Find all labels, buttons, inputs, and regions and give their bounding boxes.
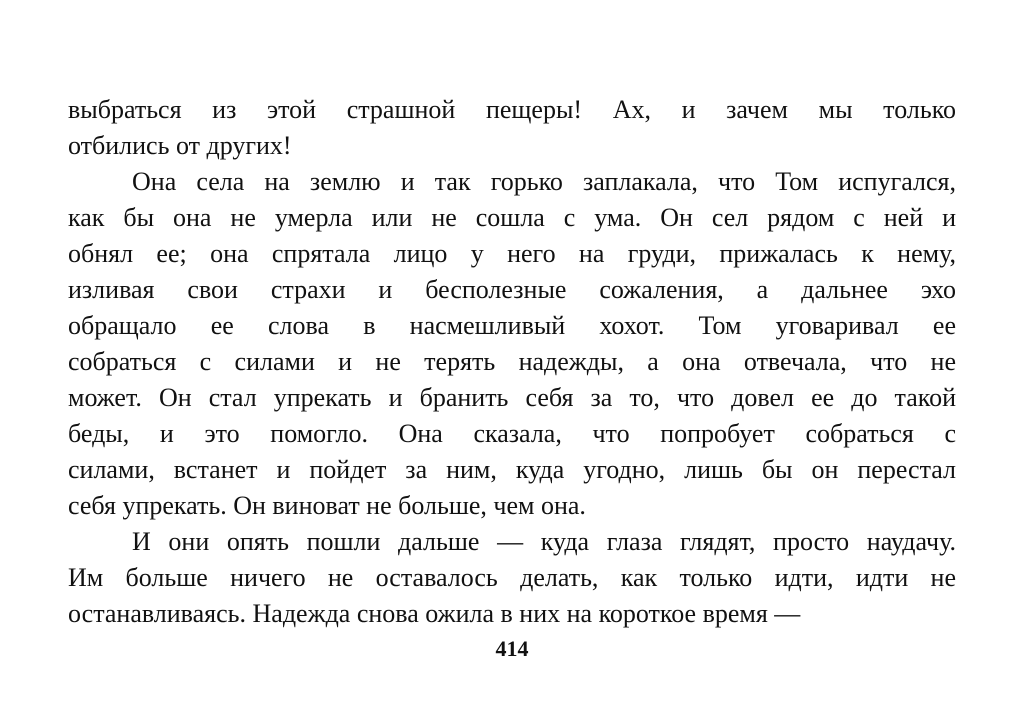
text-line: И они опять пошли дальше — куда глаза глядят, просто наудачу. bbox=[132, 527, 956, 556]
text-line: останавливаясь. Надежда снова ожила в них на короткое время — bbox=[68, 599, 801, 628]
text-line: Им больше ничего не оставалось делать, как только идти, идти не bbox=[68, 563, 956, 592]
page-number: 414 bbox=[495, 636, 529, 661]
page-body-text bbox=[68, 92, 956, 632]
text-line: силами, встанет и пойдет за ним, куда угодно, лишь бы он перестал bbox=[68, 455, 956, 484]
text-line: обнял ее; она спрятала лицо у него на груди, прижалась к нему, bbox=[68, 239, 956, 268]
text-line: выбраться из этой страшной пещеры! Ах, и зачем мы только bbox=[68, 95, 956, 124]
text-line: изливая свои страхи и бесполезные сожаления, а дальнее эхо bbox=[68, 275, 956, 304]
text-line: может. Он стал упрекать и бранить себя за то, что довел ее до такой bbox=[68, 383, 956, 412]
text-line: себя упрекать. Он виноват не больше, чем она. bbox=[68, 491, 586, 520]
text-line: обращало ее слова в насмешливый хохот. Том уговаривал ее bbox=[68, 311, 956, 340]
text-line: отбились от других! bbox=[68, 131, 292, 160]
text-line: как бы она не умерла или не сошла с ума. Он сел рядом с ней и bbox=[68, 203, 956, 232]
text-line: Она села на землю и так горько заплакала, что Том испугался, bbox=[132, 167, 956, 196]
text-line: собраться с силами и не терять надежды, а она отвечала, что не bbox=[68, 347, 956, 376]
text-line: беды, и это помогло. Она сказала, что попробует собраться с bbox=[68, 419, 956, 448]
